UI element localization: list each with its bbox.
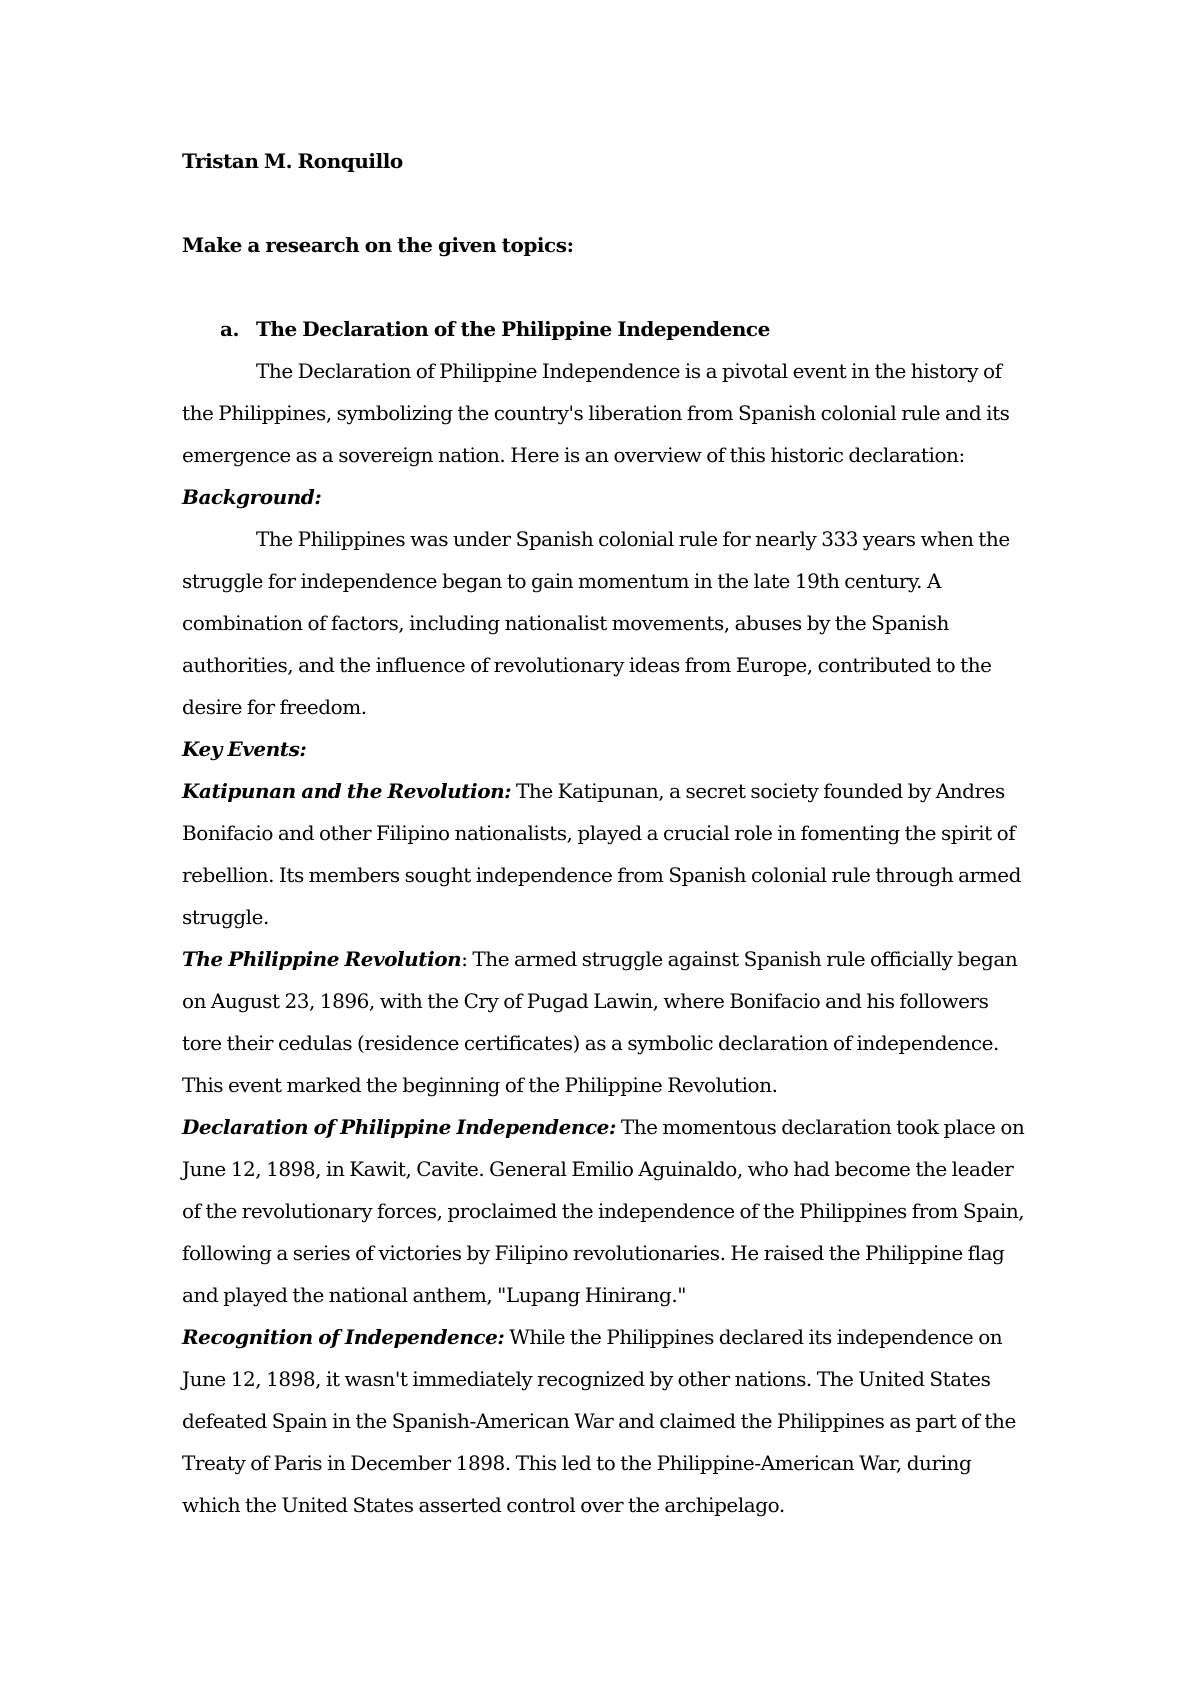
event-term: The Philippine Revolution — [182, 947, 462, 971]
instruction-heading: Make a research on the given topics: — [182, 233, 574, 257]
event-text: While the Philippines declared its independence on June 12, 1898, it wasn't immediately recognized by other nations. The United States defeated Spain in the Spanish-American War and claimed the Philippines as part of the Treaty of Paris in December 1898. This led to the Philippine-American War, during which the United States asserted control over the archipelago. — [182, 1325, 1016, 1517]
background-paragraph: The Philippines was under Spanish colonial rule for nearly 333 years when the struggle for independence began to gain momentum in the late 19th century. A combination of factors, including nationalist movements, abuses by the Spanish authorities, and the influence of revolutionary ideas from Europe, contributed to the desire for freedom. — [182, 527, 1010, 719]
document-body — [182, 140, 1032, 1526]
event-recognition — [182, 1316, 1032, 1526]
author-name: Tristan M. Ronquillo — [182, 149, 403, 173]
event-term: Declaration of Philippine Independence: — [182, 1115, 616, 1139]
event-declaration — [182, 1106, 1032, 1316]
section-marker: a. — [220, 317, 240, 341]
event-text: The Katipunan, a secret society founded by Andres Bonifacio and other Filipino nationalists, played a crucial role in fomenting the spirit of rebellion. Its members sought independence from Spanish colonial rule through armed struggle. — [182, 779, 1021, 929]
event-text: The momentous declaration took place on June 12, 1898, in Kawit, Cavite. General Emilio Aguinaldo, who had become the leader of the revolutionary forces, proclaimed the independence of the Philippines from Spain, following a series of victories by Filipino revolutionaries. He raised the Philippine flag and played the national anthem, "Lupang Hinirang." — [182, 1115, 1025, 1307]
section-heading — [182, 308, 1032, 350]
event-katipunan — [182, 770, 1032, 938]
intro-paragraph: The Declaration of Philippine Independence is a pivotal event in the history of the Philippines, symbolizing the country's liberation from Spanish colonial rule and its emergence as a sovereign nation. Here is an overview of this historic declaration: — [182, 359, 1010, 467]
key-events-heading: Key Events: — [182, 737, 307, 761]
event-term: Recognition of Independence: — [182, 1325, 505, 1349]
event-philippine-revolution — [182, 938, 1032, 1106]
event-text: : The armed struggle against Spanish rule officially began on August 23, 1896, with the Cry of Pugad Lawin, where Bonifacio and his followers tore their cedulas (residence certificates) as a symbolic declaration of independence. This event marked the beginning of the Philippine Revolution. — [182, 947, 1018, 1097]
section-title: The Declaration of the Philippine Independence — [256, 317, 770, 341]
event-term: Katipunan and the Revolution: — [182, 779, 512, 803]
background-heading: Background: — [182, 485, 322, 509]
